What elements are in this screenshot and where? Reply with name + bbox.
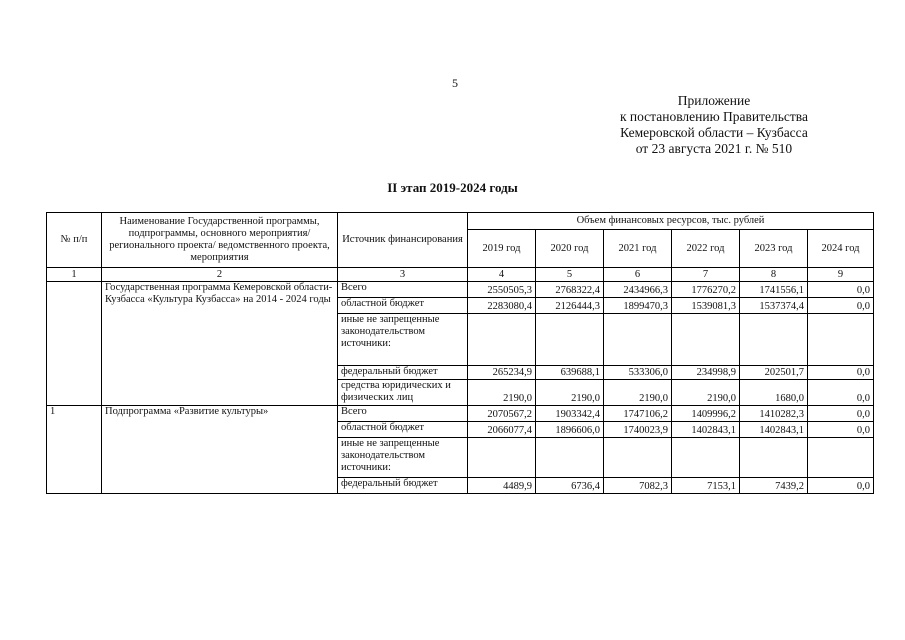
column-number: 7 — [672, 268, 740, 282]
value-cell: 2190,0 — [604, 380, 672, 406]
header-name: Наименование Государственной программы, подпрограммы, основного мероприятия/регионального проекта/ ведомственного проекта, мероприятия — [102, 213, 338, 268]
value-cell: 2070567,2 — [468, 406, 536, 422]
program-name: Государственная программа Кемеровской области-Кузбасса «Культура Кузбасса» на 2014 - 2024 годы — [102, 282, 338, 406]
source-label: областной бюджет — [338, 298, 468, 314]
value-cell: 1740023,9 — [604, 422, 672, 438]
header-source: Источник финансирования — [338, 213, 468, 268]
value-cell — [672, 438, 740, 478]
source-label: федеральный бюджет — [338, 478, 468, 494]
value-cell — [604, 438, 672, 478]
source-label: областной бюджет — [338, 422, 468, 438]
value-cell: 0,0 — [808, 366, 874, 380]
value-cell — [808, 314, 874, 366]
value-cell: 2768322,4 — [536, 282, 604, 298]
value-cell: 2190,0 — [468, 380, 536, 406]
source-label: иные не запрещенные законодательством источники: — [338, 314, 468, 366]
value-cell — [604, 314, 672, 366]
value-cell: 1903342,4 — [536, 406, 604, 422]
stage-title: II этап 2019-2024 годы — [387, 180, 518, 195]
table-row — [47, 406, 874, 422]
appendix-line-4: от 23 августа 2021 г. № 510 — [635, 141, 793, 156]
header-year: 2023 год — [740, 230, 808, 268]
value-cell: 2190,0 — [536, 380, 604, 406]
value-cell: 7439,2 — [740, 478, 808, 494]
column-number: 6 — [604, 268, 672, 282]
value-cell: 234998,9 — [672, 366, 740, 380]
value-cell: 7153,1 — [672, 478, 740, 494]
column-number: 1 — [47, 268, 102, 282]
value-cell — [672, 314, 740, 366]
value-cell: 1896606,0 — [536, 422, 604, 438]
source-label: средства юридических и физических лиц — [338, 380, 468, 406]
value-cell: 265234,9 — [468, 366, 536, 380]
column-numbers-row — [47, 268, 874, 282]
value-cell: 1537374,4 — [740, 298, 808, 314]
value-cell: 1410282,3 — [740, 406, 808, 422]
value-cell: 0,0 — [808, 422, 874, 438]
header-year: 2024 год — [808, 230, 874, 268]
value-cell — [536, 314, 604, 366]
value-cell: 1402843,1 — [672, 422, 740, 438]
header-year: 2022 год — [672, 230, 740, 268]
source-label: Всего — [338, 282, 468, 298]
appendix-header — [620, 93, 808, 157]
source-label: Всего — [338, 406, 468, 422]
value-cell — [740, 438, 808, 478]
value-cell: 2190,0 — [672, 380, 740, 406]
appendix-line-3: Кемеровской области – Кузбасса — [620, 125, 808, 140]
column-number: 9 — [808, 268, 874, 282]
value-cell: 2550505,3 — [468, 282, 536, 298]
value-cell: 0,0 — [808, 478, 874, 494]
header-num: № п/п — [47, 213, 102, 268]
value-cell: 533306,0 — [604, 366, 672, 380]
value-cell: 0,0 — [808, 298, 874, 314]
value-cell: 0,0 — [808, 380, 874, 406]
table-row — [47, 282, 874, 298]
source-label: федеральный бюджет — [338, 366, 468, 380]
appendix-line-2: к постановлению Правительства — [619, 109, 808, 124]
value-cell: 7082,3 — [604, 478, 672, 494]
header-year: 2019 год — [468, 230, 536, 268]
column-number: 8 — [740, 268, 808, 282]
value-cell — [808, 438, 874, 478]
value-cell: 2434966,3 — [604, 282, 672, 298]
value-cell: 6736,4 — [536, 478, 604, 494]
row-number — [47, 282, 102, 406]
value-cell — [468, 314, 536, 366]
source-label: иные не запрещенные законодательством источники: — [338, 438, 468, 478]
value-cell: 1409996,2 — [672, 406, 740, 422]
value-cell: 1402843,1 — [740, 422, 808, 438]
value-cell: 1747106,2 — [604, 406, 672, 422]
program-name: Подпрограмма «Развитие культуры» — [102, 406, 338, 494]
header-year: 2020 год — [536, 230, 604, 268]
financing-table — [46, 212, 874, 494]
header-volume: Объем финансовых ресурсов, тыс. рублей — [468, 213, 874, 230]
value-cell: 1741556,1 — [740, 282, 808, 298]
value-cell: 1776270,2 — [672, 282, 740, 298]
value-cell: 4489,9 — [468, 478, 536, 494]
row-number: 1 — [47, 406, 102, 494]
appendix-line-1: Приложение — [677, 93, 751, 108]
value-cell: 0,0 — [808, 406, 874, 422]
header-year: 2021 год — [604, 230, 672, 268]
value-cell — [740, 314, 808, 366]
column-number: 4 — [468, 268, 536, 282]
column-number: 2 — [102, 268, 338, 282]
value-cell: 1680,0 — [740, 380, 808, 406]
value-cell: 0,0 — [808, 282, 874, 298]
column-number: 3 — [338, 268, 468, 282]
value-cell: 639688,1 — [536, 366, 604, 380]
value-cell — [536, 438, 604, 478]
value-cell: 1899470,3 — [604, 298, 672, 314]
value-cell: 2066077,4 — [468, 422, 536, 438]
page-number: 5 — [452, 76, 458, 90]
column-number: 5 — [536, 268, 604, 282]
value-cell: 2126444,3 — [536, 298, 604, 314]
value-cell: 1539081,3 — [672, 298, 740, 314]
value-cell: 2283080,4 — [468, 298, 536, 314]
value-cell — [468, 438, 536, 478]
value-cell: 202501,7 — [740, 366, 808, 380]
